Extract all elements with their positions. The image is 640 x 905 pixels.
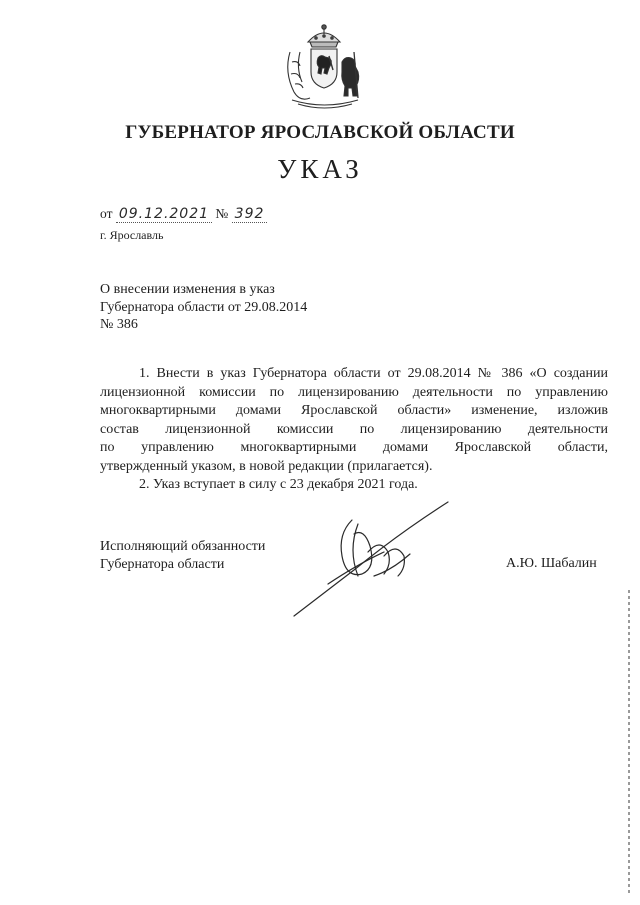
signatory-name: А.Ю. Шабалин — [506, 556, 597, 571]
issuing-authority: ГУБЕРНАТОР ЯРОСЛАВСКОЙ ОБЛАСТИ — [125, 122, 515, 143]
document-number: 392 — [232, 206, 268, 223]
body-line: по управлению многоквартирными домами Ярославской области, — [100, 440, 608, 455]
body-line: утвержденный указом, в новой редакции (прилагается). — [100, 458, 433, 474]
date-number-line — [100, 206, 267, 222]
body-line: многоквартирными домами Ярославской области» изменение, изложив — [100, 403, 608, 418]
document-date: 09.12.2021 — [116, 206, 212, 223]
document-type: УКАЗ — [277, 154, 363, 184]
body-line: 1. Внести в указ Губернатора области от 29.08.2014 № 386 «О создании — [139, 366, 608, 381]
date-prefix: от — [100, 206, 113, 221]
signatory-title-line: Губернатора области — [100, 557, 225, 572]
city: г. Ярославль — [100, 228, 164, 242]
subject-line: Губернатора области от 29.08.2014 — [100, 299, 308, 315]
signatory-title-line: Исполняющий обязанности — [100, 539, 266, 554]
document-body — [100, 365, 608, 495]
scan-edge-divider — [628, 590, 630, 895]
body-line: состав лицензионной комиссии по лицензированию деятельности — [100, 421, 608, 437]
subject-line: № 386 — [100, 317, 138, 332]
body-line: лицензионной комиссии по лицензированию деятельности по управлению — [100, 384, 608, 400]
body-line: 2. Указ вступает в силу с 23 декабря 2021 года. — [139, 477, 418, 492]
number-prefix: № — [215, 206, 229, 221]
yaroslavl-coat-of-arms-icon — [278, 22, 370, 114]
document-subject — [100, 281, 307, 334]
handwritten-signature-icon — [288, 494, 458, 622]
subject-line: О внесении изменения в указ — [100, 282, 275, 297]
signatory-title — [100, 538, 265, 574]
